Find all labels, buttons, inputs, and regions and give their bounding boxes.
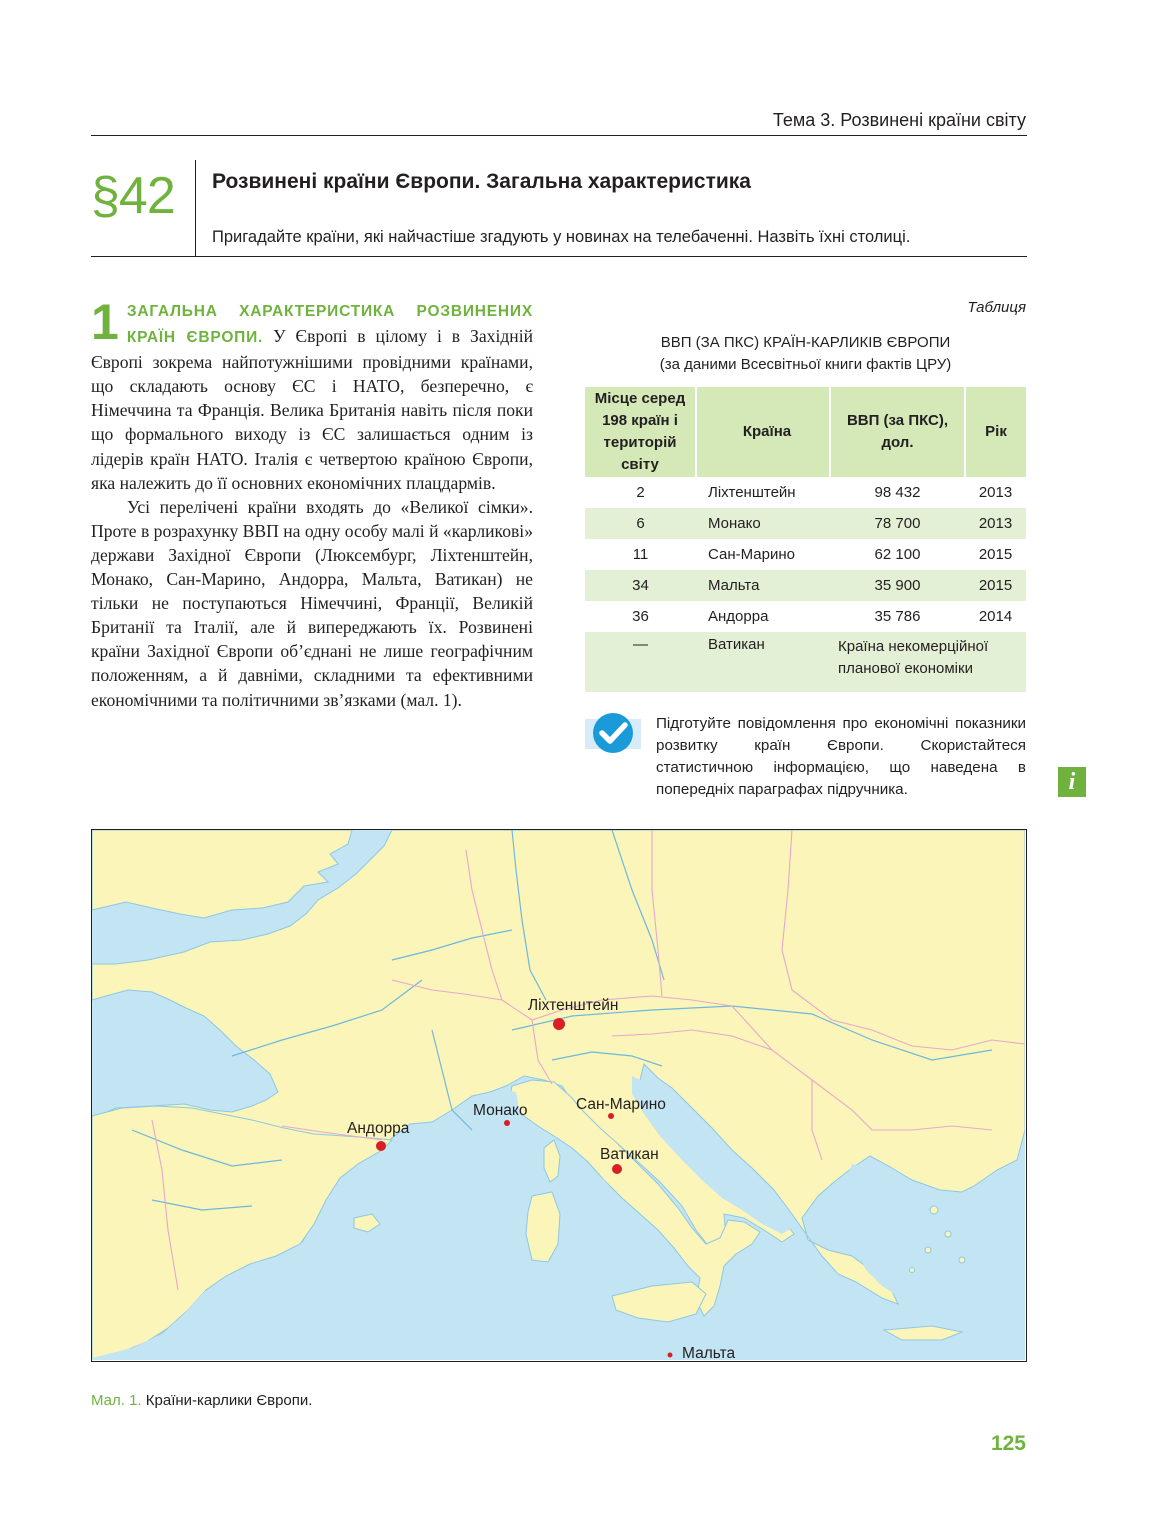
table-row bbox=[585, 601, 1026, 632]
cell-gdp: 98 432 bbox=[874, 484, 921, 501]
table-row bbox=[585, 477, 1026, 508]
cell-year: 2014 bbox=[978, 608, 1013, 625]
cell-rank: 34 bbox=[585, 570, 696, 601]
cell-country: Андорра bbox=[708, 608, 769, 625]
cell-year: 2015 bbox=[965, 570, 1026, 601]
page-number: 125 bbox=[990, 1432, 1026, 1455]
header-rank: Місце серед 198 країн і територій світу bbox=[585, 387, 696, 477]
figure-number: Мал. 1. bbox=[91, 1392, 142, 1409]
marker-liechtenstein bbox=[553, 1018, 565, 1030]
cell-country: Монако bbox=[696, 508, 830, 539]
section-text bbox=[91, 294, 534, 712]
section-paragraph-2: Усі перелічені країни входять до «Великої сімки». Проте в розрахунку ВВП на одну особу малі й «карликові» держави Західної Європи (Люксембург, Ліхтенштейн, Монако, Сан-Марино, Андорра, Мальта, Ватикан) не тільки не поступаються Німеччині, Франції, Великій Британії та Італії, але й випереджають їх. Розвинені країни Західної Європи об’єднані не лише географічним положенням, а й давніми, складними та ефективними економічними та політичними зв’язками (мал. 1). bbox=[91, 496, 533, 710]
topic-header: Тема 3. Розвинені країни світу bbox=[772, 110, 1026, 130]
cell-country: Сан-Марино bbox=[708, 546, 795, 563]
cell-rank: 6 bbox=[585, 508, 696, 539]
table-tag: Таблиця bbox=[967, 299, 1026, 316]
map-island-aegean bbox=[925, 1247, 931, 1253]
europe-map bbox=[91, 829, 1027, 1362]
map-island-aegean bbox=[945, 1231, 951, 1237]
map-island-aegean bbox=[930, 1206, 938, 1214]
paragraph-rule bbox=[91, 256, 1027, 257]
header-gdp: ВВП (за ПКС), дол. bbox=[830, 387, 965, 477]
cell-rank: 36 bbox=[632, 608, 649, 625]
table-row bbox=[585, 539, 1026, 570]
table-title-source: (за даними Всесвітньої книги фактів ЦРУ) bbox=[659, 356, 952, 373]
label-andorra: Андорра bbox=[347, 1120, 410, 1137]
cell-year: 2013 bbox=[965, 508, 1026, 539]
section-paragraph-1: У Європі в цілому і в Західній Європі зокрема найпотужнішими провідними країнами, що складають основу ЄС і НАТО, безперечно, є Німеччина та Франція. Велика Британія навіть після поки що формального виходу із ЄС залишається одним із лідерів країн НАТО. Італія є четвертою країною Європи, яка належить до її основних економічних плацдармів. bbox=[91, 326, 534, 493]
paragraph-title: Розвинені країни Європи. Загальна характеристика bbox=[212, 170, 751, 193]
section-number: 1 bbox=[91, 294, 119, 350]
cell-gdp: 35 900 bbox=[830, 570, 965, 601]
label-monaco: Монако bbox=[473, 1102, 528, 1119]
section-heading: ЗАГАЛЬНА ХАРАКТЕРИСТИКА РОЗВИНЕНИХ КРАЇН ЄВРОПИ. bbox=[126, 303, 533, 347]
marker-san-marino bbox=[608, 1113, 614, 1119]
label-san-marino: Сан-Марино bbox=[576, 1096, 666, 1113]
label-vatican: Ватикан bbox=[600, 1146, 659, 1163]
cell-note: Країна некомерційної планової економіки bbox=[830, 632, 1026, 692]
label-liechtenstein: Ліхтенштейн bbox=[528, 997, 619, 1014]
table-row bbox=[585, 570, 1026, 601]
figure-caption-text: Країни-карлики Європи. bbox=[145, 1392, 313, 1409]
table-row bbox=[585, 632, 1026, 692]
table-title bbox=[585, 332, 1026, 376]
cell-gdp: 78 700 bbox=[830, 508, 965, 539]
cell-country: Ватикан bbox=[696, 632, 830, 692]
paragraph-number: §42 bbox=[91, 167, 175, 225]
task-text: Підготуйте повідомлення про економічні показники розвитку країн Європи. Скористайтеся статистичною інформацією, що наведена в попередніх параграфах підручника. bbox=[656, 715, 1026, 798]
table-row bbox=[585, 508, 1026, 539]
cell-country: Ліхтенштейн bbox=[708, 484, 796, 501]
task-icon bbox=[585, 713, 641, 753]
table-title-main: ВВП (ЗА ПКС) КРАЇН-КАРЛИКІВ ЄВРОПИ bbox=[660, 334, 951, 351]
cell-rank: 2 bbox=[636, 484, 645, 501]
info-marker-icon: i bbox=[1058, 767, 1086, 797]
marker-monaco bbox=[504, 1120, 510, 1126]
map-island-aegean bbox=[959, 1257, 965, 1263]
map-island-aegean bbox=[910, 1268, 915, 1273]
cell-gdp: 62 100 bbox=[874, 546, 921, 563]
figure-caption bbox=[91, 1392, 312, 1409]
cell-country: Мальта bbox=[696, 570, 830, 601]
paragraph-question: Пригадайте країни, які найчастіше згадують у новинах на телебаченні. Назвіть їхні столиці. bbox=[212, 228, 911, 246]
cell-rank: — bbox=[585, 632, 696, 692]
paragraph-divider bbox=[195, 160, 196, 256]
gdp-table bbox=[585, 387, 1026, 692]
marker-malta bbox=[668, 1353, 673, 1358]
cell-rank: 11 bbox=[632, 546, 649, 563]
cell-gdp: 35 786 bbox=[874, 608, 921, 625]
cell-year: 2013 bbox=[978, 484, 1013, 501]
marker-vatican bbox=[612, 1164, 622, 1174]
header-country: Країна bbox=[696, 387, 830, 477]
header-year: Рік bbox=[965, 387, 1026, 477]
header-divider bbox=[91, 135, 1027, 136]
cell-year: 2015 bbox=[978, 546, 1013, 563]
label-malta: Мальта bbox=[682, 1345, 736, 1360]
marker-andorra bbox=[376, 1141, 386, 1151]
